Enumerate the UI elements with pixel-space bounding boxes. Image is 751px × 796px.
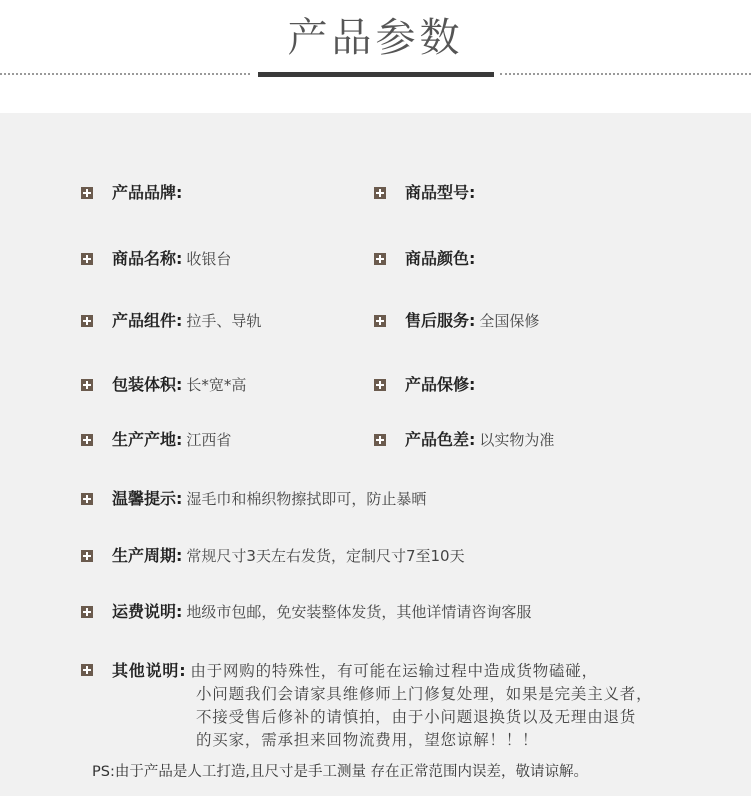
plus-icon <box>374 315 386 327</box>
dotted-divider-right <box>500 73 751 75</box>
plus-icon <box>374 253 386 265</box>
plus-icon <box>81 315 93 327</box>
param-model <box>374 182 479 204</box>
plus-icon <box>374 187 386 199</box>
other-notes-line: 其他说明: 由于网购的特殊性，有可能在运输过程中造成货物磕碰， <box>112 661 598 680</box>
param-production-cycle <box>81 545 465 567</box>
header <box>0 0 751 110</box>
plus-icon <box>81 550 93 562</box>
plus-icon <box>81 434 93 446</box>
param-label: 运费说明: <box>112 602 183 621</box>
param-value: 湿毛巾和棉织物擦拭即可，防止暴晒 <box>186 490 427 508</box>
param-package-size <box>81 374 246 396</box>
param-value: 江西省 <box>186 431 232 449</box>
param-components <box>81 310 261 332</box>
param-label: 商品型号: <box>405 183 476 202</box>
plus-icon <box>81 493 93 505</box>
other-notes-text <box>112 659 652 752</box>
param-value: 拉手、导轨 <box>186 312 262 330</box>
plus-icon <box>374 379 386 391</box>
param-value: 以实物为准 <box>479 431 555 449</box>
plus-icon <box>81 379 93 391</box>
param-shipping <box>81 601 531 623</box>
other-notes-line: 小问题我们会请家具维修师上门修复处理，如果是完美主义者， <box>196 685 653 703</box>
param-label: 生产产地: <box>112 430 183 449</box>
param-origin <box>81 429 231 451</box>
param-label: 产品保修: <box>405 375 476 394</box>
param-color <box>374 248 479 270</box>
param-brand <box>81 182 186 204</box>
plus-icon <box>374 434 386 446</box>
dotted-divider-left <box>0 73 250 75</box>
plus-icon <box>81 606 93 618</box>
param-label: 售后服务: <box>405 311 476 330</box>
param-tips <box>81 488 426 510</box>
param-value: 全国保修 <box>479 312 540 330</box>
param-label: 温馨提示: <box>112 489 183 508</box>
param-value: 地级市包邮，免安装整体发货，其他详情请咨询客服 <box>186 603 532 621</box>
param-label: 产品品牌: <box>112 183 183 202</box>
param-label: 商品颜色: <box>405 249 476 268</box>
param-label: 其他说明: <box>112 661 187 680</box>
other-notes-line: 的买家，需承担来回物流费用，望您谅解！！！ <box>196 731 539 749</box>
plus-icon <box>81 187 93 199</box>
param-name <box>81 248 231 270</box>
plus-icon <box>81 253 93 265</box>
param-value: 收银台 <box>186 250 232 268</box>
page-title: 产品参数 <box>287 15 464 61</box>
other-notes-line: 不接受售后修补的请慎拍，由于小问题退换货以及无理由退货 <box>196 708 637 726</box>
plus-icon <box>81 664 93 676</box>
param-label: 包装体积: <box>112 375 183 394</box>
param-color-difference <box>374 429 554 451</box>
param-value: 常规尺寸3天左右发货，定制尺寸7至10天 <box>186 547 465 565</box>
param-label: 产品组件: <box>112 311 183 330</box>
param-service <box>374 310 539 332</box>
param-label: 商品名称: <box>112 249 183 268</box>
ps-note: PS:由于产品是人工打造,且尺寸是手工测量 存在正常范围内误差，敬请谅解。 <box>92 764 589 780</box>
param-other-notes <box>81 659 652 752</box>
param-label: 产品色差: <box>405 430 476 449</box>
title-underline <box>258 72 494 77</box>
param-warranty <box>374 374 479 396</box>
param-value: 长*宽*高 <box>186 376 247 394</box>
param-label: 生产周期: <box>112 546 183 565</box>
